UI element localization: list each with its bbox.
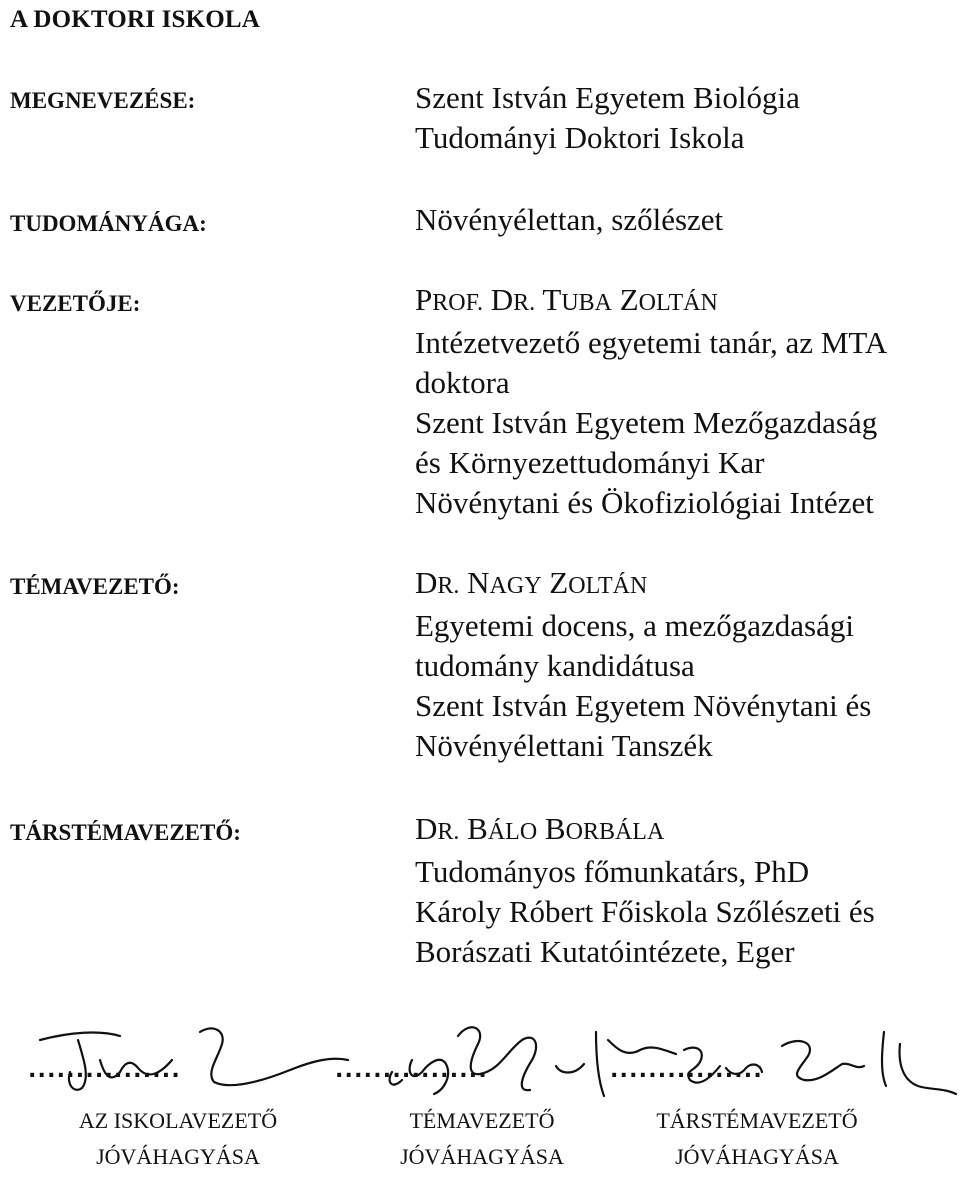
- approval-subtitle: JÓVÁHAGYÁSA: [96, 1144, 260, 1169]
- signature-line-supervisor: ................: [335, 1058, 488, 1083]
- label-supervisor: TÉMAVEZETŐ:: [10, 574, 180, 599]
- signature-line-cosupervisor: ................: [610, 1058, 763, 1083]
- value-line: Tudományi Doktori Iskola: [415, 120, 745, 155]
- supervisor-name: DR. NAGY ZOLTÁN: [415, 565, 648, 600]
- document-heading: A DOKTORI ISKOLA: [10, 6, 261, 33]
- approval-title: TÉMAVEZETŐ: [409, 1108, 555, 1133]
- value-line: tudomány kandidátusa: [415, 648, 695, 683]
- value-line: Szent István Egyetem Mezőgazdaság: [415, 405, 878, 440]
- value-line: Tudományos főmunkatárs, PhD: [415, 854, 810, 889]
- signature-school-head: [40, 1028, 348, 1089]
- value-head: [415, 280, 955, 523]
- value-line: doktora: [415, 365, 510, 400]
- value-supervisor: [415, 563, 955, 766]
- value-line: Borászati Kutatóintézete, Eger: [415, 934, 795, 969]
- label-field: TUDOMÁNYÁGA:: [10, 211, 207, 236]
- value-line: Növényélettan, szőlészet: [415, 202, 724, 237]
- approval-title: AZ ISKOLAVEZETŐ: [78, 1108, 278, 1133]
- signature-line-school-head: ................: [28, 1058, 181, 1083]
- value-line: Növényélettani Tanszék: [415, 728, 713, 763]
- cosupervisor-name: DR. BÁLO BORBÁLA: [415, 811, 665, 846]
- label-name: MEGNEVEZÉSE:: [10, 88, 196, 113]
- signatures: [0, 1010, 960, 1110]
- approval-subtitle: JÓVÁHAGYÁSA: [400, 1144, 564, 1169]
- head-name: PROF. DR. TUBA ZOLTÁN: [415, 282, 718, 317]
- approval-subtitle: JÓVÁHAGYÁSA: [675, 1144, 839, 1169]
- label-cosupervisor: TÁRSTÉMAVEZETŐ:: [10, 820, 241, 845]
- value-line: Szent István Egyetem Növénytani és: [415, 688, 872, 723]
- signature-supervisor: [390, 1027, 676, 1096]
- value-field: [415, 200, 955, 240]
- value-line: Egyetemi docens, a mezőgazdasági: [415, 608, 854, 643]
- approval-title: TÁRSTÉMAVEZETŐ: [656, 1108, 858, 1133]
- value-line: és Környezettudományi Kar: [415, 445, 765, 480]
- approval-cosupervisor: [612, 1103, 902, 1175]
- value-line: Szent István Egyetem Biológia: [415, 80, 800, 115]
- approval-supervisor: [352, 1103, 612, 1175]
- label-head: VEZETŐJE:: [10, 291, 141, 316]
- value-name: [415, 78, 955, 158]
- signature-cosupervisor: [684, 1032, 956, 1094]
- value-line: Károly Róbert Főiskola Szőlészeti és: [415, 894, 875, 929]
- value-line: Növénytani és Ökofiziológiai Intézet: [415, 485, 874, 520]
- approval-school-head: [28, 1103, 328, 1175]
- value-cosupervisor: [415, 809, 955, 972]
- value-line: Intézetvezető egyetemi tanár, az MTA: [415, 325, 888, 360]
